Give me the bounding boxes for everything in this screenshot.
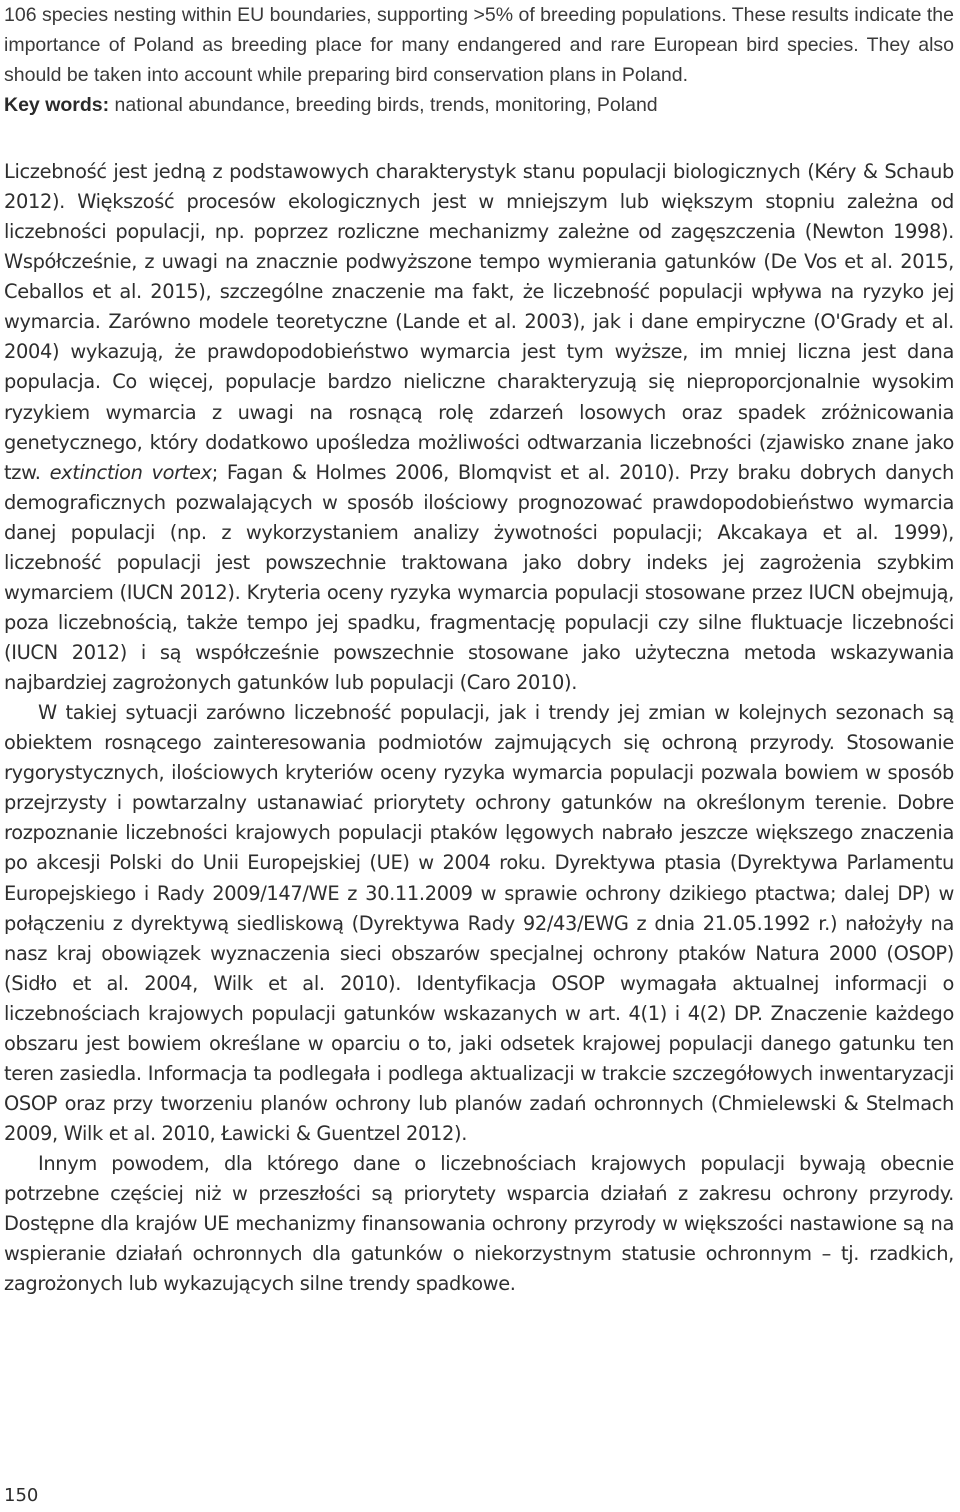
paragraph-1-italic-term: extinction vortex [49, 460, 212, 484]
page-number: 150 [4, 1485, 39, 1506]
paragraph-2: W takiej sytuacji zarówno liczebność populacji, jak i trendy jej zmian w kolejnych sezonach są obiektem rosnącego zainteresowania podmiotów zajmujących się ochroną przyrody. Stosowanie rygorystycznych, ilościowych kryteriów oceny ryzyka wymarcia populacji pozwala bowiem w sposób przejrzysty i powtarzalny ustanawiać priorytety ochrony gatunków na określonym terenie. Dobre rozpoznanie liczebności krajowych populacji ptaków lęgowych nabrało jeszcze większego znaczenia po akcesji Polski do Unii Europejskiej (UE) w 2004 roku. Dyrektywa ptasia (Dyrektywa Parlamentu Europejskiego i Rady 2009/147/WE z 30.11.2009 w sprawie ochrony dzikiego ptactwa; dalej DP) w połączeniu z dyrektywą siedliskową (Dyrektywa Rady 92/43/EWG z dnia 21.05.1992 r.) nałożyły na nasz kraj obowiązek wyznaczenia sieci obszarów specjalnej ochrony ptaków Natura 2000 (OSOP) (Sidło et al. 2004, Wilk et al. 2010). Identyfikacja OSOP wymagała aktualnej informacji o liczebnościach krajowych populacji gatunków wskazanych w art. 4(1) i 4(2) DP. Znaczenie każdego obszaru jest bowiem określane w oparciu o to, jaki odsetek krajowej populacji danego gatunku ten teren zasiedla. Informacja ta podlegała i podlega aktualizacji w trakcie szczegółowych inwentaryzacji OSOP oraz przy tworzeniu planów ochrony lub planów zadań ochronnych (Chmielewski & Stelmach 2009, Wilk et al. 2010, Ławicki & Guentzel 2012). [4, 701, 954, 1145]
keywords-label: Key words: [4, 94, 110, 116]
abstract-section [4, 0, 954, 120]
paragraph-1-part-b: ; Fagan & Holmes 2006, Blomqvist et al. 2010). Przy braku dobrych danych demograficznych pozwalających w sposób ilościowy prognozować prawdopodobieństwo wymarcia danej populacji (np. z wykorzystaniem analizy żywotności populacji; Akcakaya et al. 1999), liczebność populacji jest powszechnie traktowana jako dobry indeks jej zagrożenia szybkim wymarciem (IUCN 2012). Kryteria oceny ryzyka wymarcia populacji stosowane przez IUCN obejmują, poza liczebnością, także tempo jej spadku, fragmentację populacji czy silne fluktuacje liczebności (IUCN 2012) i są współcześnie powszechnie stosowane jako użyteczna metoda wskazywania najbardziej zagrożonych gatunków lub populacji (Caro 2010). [4, 460, 954, 695]
keywords-list: national abundance, breeding birds, trends, monitoring, Poland [109, 94, 658, 116]
abstract-text: 106 species nesting within EU boundaries, supporting >5% of breeding populations. These results indicate the importance of Poland as breeding place for many endangered and rare European bird species. They also should be taken into account while preparing bird conservation plans in Poland. [4, 4, 954, 86]
body-text [4, 157, 954, 1299]
paragraph-3: Innym powodem, dla którego dane o liczebnościach krajowych populacji bywają obecnie potrzebne częściej niż w przeszłości są priorytety wsparcia działań z zakresu ochrony przyrody. Dostępne dla krajów UE mechanizmy finansowania ochrony przyrody w większości nastawione są na wspieranie działań ochronnych dla gatunków o niekorzystnym statusie ochronnym – tj. rzadkich, zagrożonych lub wykazujących silne trendy spadkowe. [4, 1152, 954, 1296]
paragraph-1-part-a: Liczebność jest jedną z podstawowych charakterystyk stanu populacji biologicznych (Kéry & Schaub 2012). Większość procesów ekologicznych jest w mniejszym lub większym stopniu zależna od liczebności populacji, np. poprzez rozliczne mechanizmy zależne od zagęszczenia (Newton 1998). Współcześnie, z uwagi na znacznie podwyższone tempo wymierania gatunków (De Vos et al. 2015, Ceballos et al. 2015), szczególne znaczenie ma fakt, że liczebność populacji wpływa na ryzyko jej wymarcia. Zarówno modele teoretyczne (Lande et al. 2003), jak i dane empiryczne (O'Grady et al. 2004) wykazują, że prawdopodobieństwo wymarcia jest tym wyższe, im mniej liczna jest dana populacja. Co więcej, populacje bardzo nieliczne charakteryzują się nieproporcjonalnie wysokim ryzykiem wymarcia z uwagi na rosnącą rolę zdarzeń losowych oraz spadek zróżnicowania genetycznego, który dodatkowo upośledza możliwości odtwarzania liczebności (zjawisko znane jako tzw. [4, 160, 954, 484]
keywords-line [4, 90, 954, 120]
paragraph-1 [4, 157, 954, 698]
